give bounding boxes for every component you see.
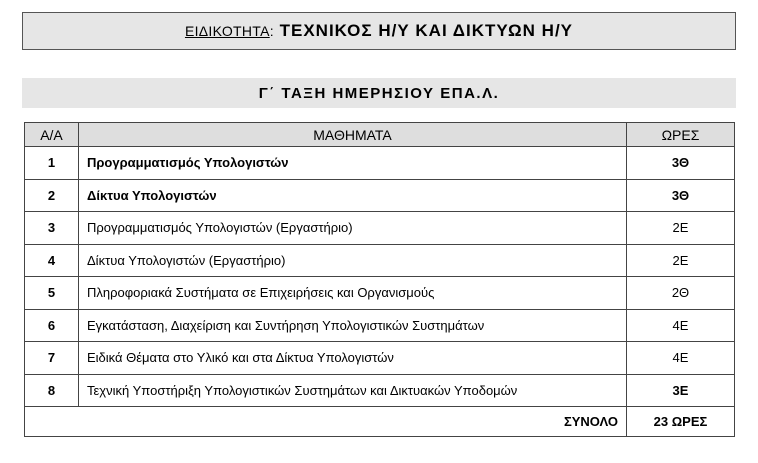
table-row (25, 244, 735, 277)
course-name: Εγκατάσταση, Διαχείριση και Συντήρηση Υπολογιστικών Συστημάτων (79, 309, 627, 342)
row-number: 3 (25, 212, 79, 245)
table-row (25, 212, 735, 245)
table-row (25, 179, 735, 212)
row-number: 8 (25, 374, 79, 407)
total-row (25, 407, 735, 437)
course-hours: 4Ε (627, 342, 735, 375)
row-number: 2 (25, 179, 79, 212)
specialty-colon: : (269, 23, 274, 39)
total-label: ΣΥΝΟΛΟ (25, 407, 627, 437)
courses-table (24, 122, 735, 437)
total-value: 23 ΩΡΕΣ (627, 407, 735, 437)
course-hours: 3Θ (627, 147, 735, 180)
course-hours: 2Ε (627, 212, 735, 245)
course-name: Δίκτυα Υπολογιστών (Εργαστήριο) (79, 244, 627, 277)
course-hours: 3Ε (627, 374, 735, 407)
specialty-label: ΕΙΔΙΚΟΤΗΤΑ (184, 23, 270, 39)
header-aa: Α/Α (25, 123, 79, 147)
table-row (25, 342, 735, 375)
header-hours: ΩΡΕΣ (627, 123, 735, 147)
course-hours: 2Θ (627, 277, 735, 310)
row-number: 5 (25, 277, 79, 310)
course-name: Προγραμματισμός Υπολογιστών (Εργαστήριο) (79, 212, 627, 245)
row-number: 7 (25, 342, 79, 375)
course-name: Προγραμματισμός Υπολογιστών (79, 147, 627, 180)
row-number: 1 (25, 147, 79, 180)
course-name: Δίκτυα Υπολογιστών (79, 179, 627, 212)
table-row (25, 374, 735, 407)
table-row (25, 147, 735, 180)
specialty-banner (22, 12, 736, 50)
course-name: Πληροφοριακά Συστήματα σε Επιχειρήσεις και Οργανισμούς (79, 277, 627, 310)
table-row (25, 309, 735, 342)
grade-title: Γ΄ ΤΑΞΗ ΗΜΕΡΗΣΙΟΥ ΕΠΑ.Λ. (22, 78, 736, 108)
course-name: Ειδικά Θέματα στο Υλικό και στα Δίκτυα Υπολογιστών (79, 342, 627, 375)
specialty-value: ΤΕΧΝΙΚΟΣ Η/Υ ΚΑΙ ΔΙΚΤΥΩΝ Η/Υ (279, 21, 574, 40)
table-row (25, 277, 735, 310)
course-hours: 3Θ (627, 179, 735, 212)
table-header-row (25, 123, 735, 147)
row-number: 6 (25, 309, 79, 342)
row-number: 4 (25, 244, 79, 277)
course-name: Τεχνική Υποστήριξη Υπολογιστικών Συστημάτων και Δικτυακών Υποδομών (79, 374, 627, 407)
table-body (25, 147, 735, 407)
course-hours: 2Ε (627, 244, 735, 277)
header-course: ΜΑΘΗΜΑΤΑ (79, 123, 627, 147)
course-hours: 4Ε (627, 309, 735, 342)
